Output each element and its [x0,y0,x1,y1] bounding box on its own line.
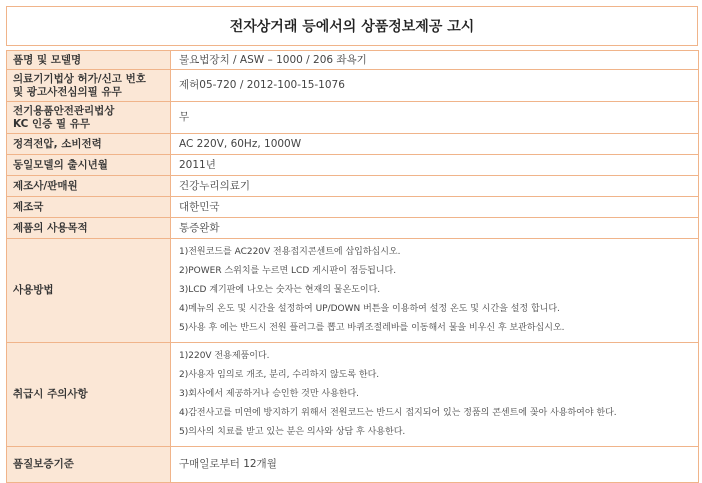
row-label: 품명 및 모델명 [7,51,171,70]
table-row [7,197,699,218]
row-value-list [171,343,699,447]
row-value: 구매일로부터 12개월 [171,447,699,483]
table-row [7,134,699,155]
row-value: 대한민국 [171,197,699,218]
table-row [7,51,699,70]
table-row [7,70,699,102]
row-value: 물요법장치 / ASW – 1000 / 206 좌욕기 [171,51,699,70]
row-value-list [171,239,699,343]
row-label: 제조사/판매원 [7,176,171,197]
product-info-table [6,50,699,483]
list-item: 3)회사에서 제공하거나 승인한 것만 사용한다. [179,389,360,399]
row-label-line: KC 인증 필 유무 [13,117,91,130]
list-item: 5)사용 후 에는 반드시 전원 플러그를 뽑고 바퀴조절레바를 이동해서 물을 비우신 후 보관하십시오. [179,323,565,333]
row-label: 동일모델의 출시년월 [7,155,171,176]
list-item: 5)의사의 치료를 받고 있는 분은 의사와 상담 후 사용한다. [179,427,406,437]
product-info-notice [6,6,698,476]
list-item: 2)사용자 임의로 개조, 분리, 수리하지 않도록 한다. [179,370,380,380]
table-row [7,239,699,343]
row-label-line: 및 광고사전심의필 유무 [13,85,122,98]
table-row [7,155,699,176]
row-value: 건강누리의료기 [171,176,699,197]
row-label: 제조국 [7,197,171,218]
table-row [7,447,699,483]
list-item: 3)LCD 계기판에 나오는 숫자는 현재의 물온도이다. [179,285,381,295]
list-item: 2)POWER 스위치를 누르면 LCD 게시판이 점등됩니다. [179,266,397,276]
row-label: 취급시 주의사항 [7,343,171,447]
row-label-line: 전기용품안전관리법상 [13,104,115,117]
list-item: 4)메뉴의 온도 및 시간을 설정하여 UP/DOWN 버튼을 이용하여 설정 온도 및 시간을 설정 합니다. [179,304,560,314]
table-row [7,176,699,197]
row-label [7,70,171,102]
row-value: 무 [171,102,699,134]
row-value: AC 220V, 60Hz, 1000W [171,134,699,155]
row-label: 품질보증기준 [7,447,171,483]
row-value: 통증완화 [171,218,699,239]
row-label: 정격전압, 소비전력 [7,134,171,155]
list-item: 1)220V 전용제품이다. [179,351,270,361]
list-item: 1)전원코드를 AC220V 전용접지콘센트에 삽입하십시오. [179,247,401,257]
notice-title: 전자상거래 등에서의 상품정보제공 고시 [6,6,698,46]
table-row [7,102,699,134]
table-row [7,218,699,239]
row-label [7,102,171,134]
row-label: 사용방법 [7,239,171,343]
row-label: 제품의 사용목적 [7,218,171,239]
table-row [7,343,699,447]
row-value: 제허05-720 / 2012-100-15-1076 [171,70,699,102]
list-item: 4)감전사고를 미연에 방지하기 위해서 전원코드는 반드시 접지되어 있는 정품의 콘센트에 꽂아 사용하여야 한다. [179,408,617,418]
row-label-line: 의료기기법상 허가/신고 번호 [13,72,146,85]
row-value: 2011년 [171,155,699,176]
